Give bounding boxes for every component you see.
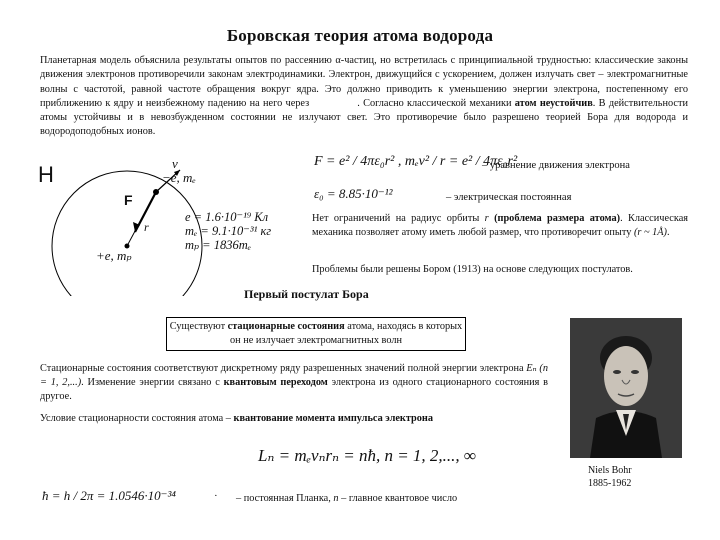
portrait-caption [588,464,632,490]
size-problem-exp: (r ~ 1Å) [633,227,667,238]
portrait-drawing [570,318,682,458]
intro-text-1: Планетарная модель объяснила результаты опытов по рассеянию α-частиц, но встретилась с принципиальной трудностью: классические законы движения электронов противоречили законам электродинамики. Электрон, движущийся с ускорением, должен излучать свет – электромагнитные волны с частотой, равной частоте обращения вокруг ядра. Это должно приводить к уменьшению энергии электрона, постепенному его приближению к ядру и неизбежному падению на него через [40,55,688,109]
electron-dot [153,189,159,195]
postulate-bold: стационарные состояния [227,321,345,332]
intro-text-2: . Согласно классической механики [357,97,512,109]
size-problem-text-b: . Классическая механика позволяет атому иметь любой размер, что противоречит опыту [312,213,688,238]
bohr-portrait [570,318,682,458]
size-problem-paragraph: Нет ограничений на радиус орбиты r (проблема размера атома). Классическая механика позволяет атому иметь любой размер, что противоречит опыту (r ~ 1Å). [312,213,688,238]
orbit-circle [52,171,202,296]
planck-note-b: – главное квантовое число [341,493,458,504]
electron-label: −e, mₑ [162,170,196,185]
stationary-text-a: Стационарные состояния соответствуют дискретному ряду разрешенных значений полной энергии электрона [40,363,524,374]
epsilon-equation: ε₀ = 8.85·10⁻¹² [314,186,393,201]
size-problem-r: r [484,213,489,224]
motion-equation-note: – уравнение движения электрона [482,160,630,171]
electron-mass: mₑ = 9.1·10⁻³¹ кг [185,224,272,238]
intro-bold: атом неустойчив [514,97,593,109]
motion-equation: F = e² / 4πε₀r² , mₑv² / r = e² / 4πε₀r² [314,154,518,169]
planck-note-a: – постоянная Планка, [236,493,331,504]
stationary-text-b: . Изменение энергии связано с [81,377,220,388]
planck-dot: · [214,490,218,502]
stationary-bold: квантовым переходом [223,377,328,388]
velocity-label: v [172,156,178,171]
planck-equation: ħ = h / 2π = 1.0546·10⁻³⁴ [42,488,176,503]
radius-label: r [144,220,149,234]
stationary-text-c: электрона из одного стационарного состояния в другое. [40,377,548,402]
postulate-box [166,317,466,351]
intro-paragraph [40,54,688,140]
proton-label: +e, mₚ [96,248,132,263]
planck-note [236,492,457,506]
stationary-en: Eₙ (n = 1, 2,...) [40,363,548,388]
stationary-paragraph [40,362,548,404]
condition-bold: квантование момента импульса электрона [233,413,433,424]
condition-text: Условие стационарности состояния атома – [40,413,231,424]
atom-diagram [40,156,300,296]
portrait-name: Niels Bohr [588,465,632,476]
size-problem-bold: (проблема размера атома) [494,213,621,224]
constants-block [185,210,271,252]
charge-constant: e = 1.6·10⁻¹⁹ Кл [185,210,269,224]
intro-text-3: . В действительности атомы устойчивы и в невозбужденном состоянии не излучают свет. Это противоречие было разрешено теорией Бора для водорода и водородоподобных ионов. [40,97,688,138]
postulate-text-a: Существуют [169,321,226,332]
planck-n: n [333,493,339,504]
postulate-heading: Первый постулат Бора [244,287,369,301]
postulate-text-b: атома, находясь в которых он не излучает электромагнитных волн [229,321,463,346]
condition-line [40,412,433,426]
size-problem-text-a: Нет ограничений на радиус орбиты [312,213,480,224]
nucleus-label: H [38,162,54,187]
force-label: F [124,192,133,208]
quantization-equation: Lₙ = mₑvₙrₙ = nħ, n = 1, 2,..., ∞ [258,446,477,465]
solved-sentence: Проблемы были решены Бором (1913) на основе следующих постулатов. [312,264,633,275]
epsilon-note: – электрическая постоянная [446,192,572,203]
page-title: Боровская теория атома водорода [226,26,494,45]
proton-mass: mₚ = 1836mₑ [185,238,252,252]
portrait-years: 1885-1962 [588,478,632,489]
